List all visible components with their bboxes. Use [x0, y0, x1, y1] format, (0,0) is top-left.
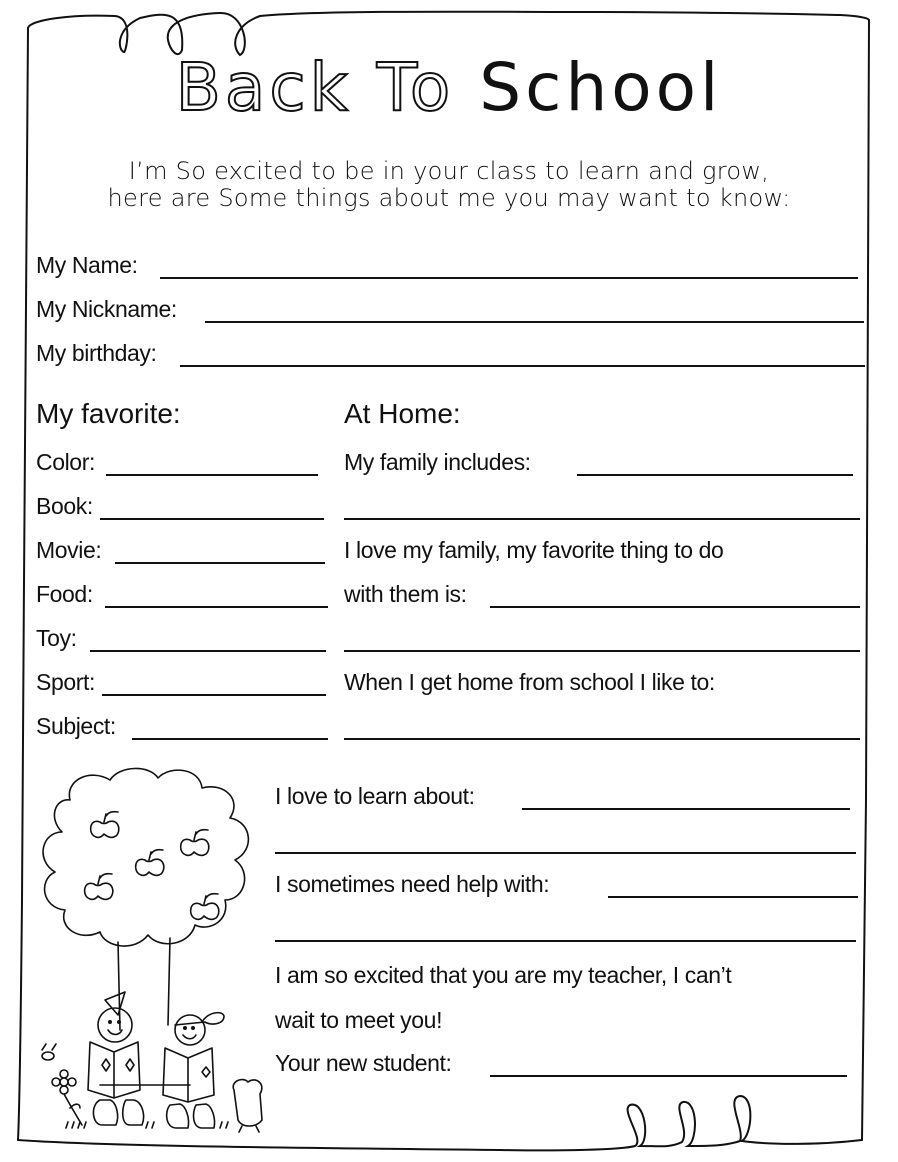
- intro-line-2: here are Some things about me you may want to know:: [107, 184, 791, 212]
- apple-icon: [91, 812, 119, 838]
- intro-line-1: I’m So excited to be in your class to learn and grow,: [128, 157, 770, 185]
- favorites-heading: My favorite:: [36, 398, 181, 429]
- love-to-learn-label: I love to learn about:: [275, 783, 475, 809]
- apple-tree-illustration: [30, 760, 280, 1140]
- family-includes-field[interactable]: [577, 474, 853, 476]
- tree-canopy-icon: [43, 768, 248, 946]
- favorite-movie-label: Movie:: [36, 537, 102, 563]
- favorite-book-field[interactable]: [100, 518, 324, 520]
- favorite-subject-label: Subject:: [36, 713, 116, 739]
- title-word-back: Back: [175, 49, 352, 126]
- nickname-field[interactable]: [205, 321, 864, 323]
- boy-reading-icon: [163, 1013, 224, 1128]
- signature-field[interactable]: [490, 1075, 847, 1077]
- signature-label: Your new student:: [275, 1050, 452, 1076]
- love-family-text-line-2: with them is:: [344, 581, 467, 607]
- flower-icon: [52, 1070, 82, 1125]
- love-family-text-line-1: I love my family, my favorite thing to do: [344, 537, 724, 563]
- need-help-label: I sometimes need help with:: [275, 871, 550, 897]
- at-home-heading: At Home:: [344, 398, 461, 429]
- page-title: [0, 48, 898, 128]
- apple-icon: [191, 894, 219, 920]
- favorite-toy-label: Toy:: [36, 625, 77, 651]
- favorite-book-label: Book:: [36, 493, 93, 519]
- favorite-toy-field[interactable]: [90, 650, 326, 652]
- girl-reading-icon: [88, 992, 144, 1125]
- apple-icon: [181, 830, 209, 856]
- name-label: My Name:: [36, 252, 138, 278]
- apple-icon: [85, 874, 113, 900]
- name-field[interactable]: [160, 277, 858, 279]
- tree-trunk-icon: [118, 938, 170, 1030]
- need-help-field-line-2[interactable]: [275, 940, 856, 942]
- favorite-color-field[interactable]: [106, 474, 318, 476]
- apple-icon: [136, 850, 164, 876]
- family-includes-field-line-2[interactable]: [344, 518, 860, 520]
- favorite-subject-field[interactable]: [132, 738, 328, 740]
- favorite-color-label: Color:: [36, 449, 95, 475]
- favorite-sport-field[interactable]: [102, 694, 326, 696]
- favorite-movie-field[interactable]: [115, 562, 325, 564]
- birthday-field[interactable]: [180, 365, 865, 367]
- favorite-family-activity-field-line-2[interactable]: [344, 650, 860, 652]
- closing-line-1: I am so excited that you are my teacher, I can’t: [275, 962, 732, 988]
- grass-icon: [66, 1122, 228, 1128]
- title-word-to: To: [376, 49, 455, 126]
- birthday-label: My birthday:: [36, 340, 157, 366]
- love-to-learn-field-line-2[interactable]: [275, 852, 856, 854]
- closing-line-2: wait to meet you!: [275, 1007, 443, 1033]
- favorite-food-label: Food:: [36, 581, 93, 607]
- family-includes-label: My family includes:: [344, 449, 531, 475]
- after-school-field[interactable]: [344, 738, 860, 740]
- after-school-label: When I get home from school I like to:: [344, 669, 715, 695]
- favorite-food-field[interactable]: [105, 606, 328, 608]
- bee-icon: [42, 1044, 56, 1060]
- favorite-sport-label: Sport:: [36, 669, 95, 695]
- favorite-family-activity-field[interactable]: [490, 606, 860, 608]
- nickname-label: My Nickname:: [36, 296, 177, 322]
- title-word-school: School: [479, 49, 723, 126]
- dog-icon: [233, 1080, 262, 1132]
- need-help-field[interactable]: [608, 896, 858, 898]
- love-to-learn-field[interactable]: [522, 808, 850, 810]
